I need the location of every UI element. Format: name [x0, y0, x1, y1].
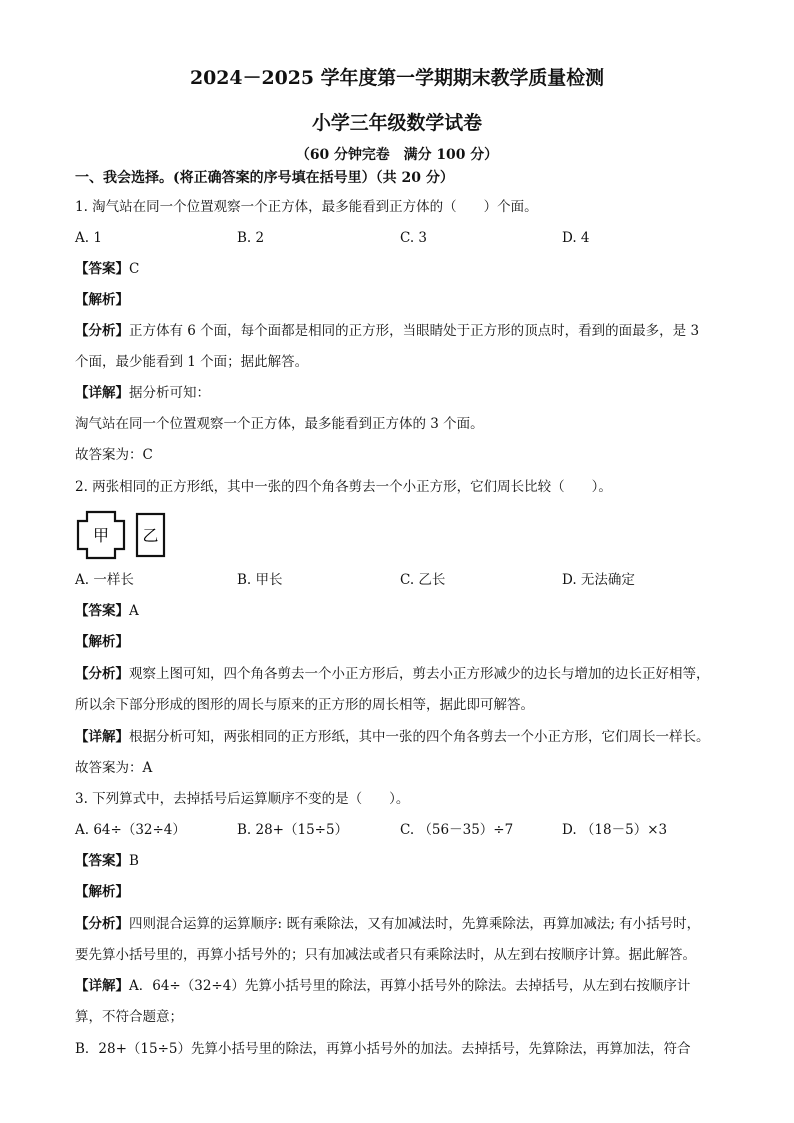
answer-tag: 【答案】	[75, 603, 129, 619]
q1-fenxi-1	[75, 321, 699, 341]
q3-answer	[75, 851, 139, 871]
question-1-stem: 1. 淘气站在同一个位置观察一个正方体，最多能看到正方体的（ ）个面。	[75, 199, 538, 215]
q3-fenxi-2: 要先算小括号里的，再算小括号外的；只有加减法或者只有乘除法时，从左到右按顺序计算。据此解答。	[75, 947, 696, 963]
answer-tag: 【答案】	[75, 261, 129, 277]
q3-detail-3: B．28+（15÷5）先算小括号里的除法，再算小括号外的加法。去掉括号，先算除法，再算加法，符合	[75, 1041, 691, 1057]
q2-detail-1	[75, 727, 710, 747]
q2-fenxi-1	[75, 664, 710, 684]
q3-option-a: A. 64÷（32÷4）	[75, 822, 186, 838]
q1-detail-2: 淘气站在同一个位置观察一个正方体，最多能看到正方体的 3 个面。	[75, 416, 484, 432]
q2-analysis-tag: 【解析】	[75, 634, 129, 650]
detail-tag: 【详解】	[75, 978, 129, 994]
fenxi-tag: 【分析】	[75, 323, 129, 339]
jia-label: 甲	[92, 526, 110, 545]
fenxi-tag: 【分析】	[75, 916, 129, 932]
q2-fenxi-2: 所以余下部分形成的图形的周长与原来的正方形的周长相等，据此即可解答。	[75, 697, 534, 713]
q1-fenxi-2: 个面，最少能看到 1 个面；据此解答。	[75, 354, 309, 370]
q2-option-a: A. 一样长	[75, 572, 134, 588]
fenxi-text: 观察上图可知，四个角各剪去一个小正方形后，剪去小正方形减少的边长与增加的边长正好相等，	[129, 666, 710, 682]
answer-value: A	[129, 603, 139, 619]
q1-option-b: B. 2	[237, 230, 265, 246]
exam-subtitle: 小学三年级数学试卷	[311, 112, 482, 134]
q3-analysis-tag: 【解析】	[75, 884, 129, 900]
detail-text: A．64÷（32÷4）先算小括号里的除法，再算小括号外的除法。去掉括号，从左到右按顺序计	[129, 978, 691, 994]
fenxi-text: 正方体有 6 个面，每个面都是相同的正方形，当眼睛处于正方形的顶点时，看到的面最多，是 3	[129, 323, 700, 339]
q3-detail-1	[75, 976, 690, 996]
detail-tag: 【详解】	[75, 385, 129, 401]
q1-option-a: A. 1	[75, 230, 102, 246]
q2-conclusion: 故答案为：A	[75, 760, 153, 776]
fenxi-tag: 【分析】	[75, 666, 129, 682]
detail-text: 据分析可知：	[129, 385, 210, 401]
section-heading: 一、我会选择。(将正确答案的序号填在括号里）（共 20 分）	[75, 170, 454, 186]
answer-tag: 【答案】	[75, 853, 129, 869]
detail-text: 根据分析可知，两张相同的正方形纸，其中一张的四个角各剪去一个小正方形，它们周长一样长。	[129, 729, 710, 745]
answer-value: C	[129, 261, 140, 277]
yi-label: 乙	[142, 526, 159, 545]
q2-option-c: C. 乙长	[400, 572, 446, 588]
q1-detail-1	[75, 383, 210, 403]
q1-answer	[75, 259, 139, 279]
q2-option-b: B. 甲长	[237, 572, 283, 588]
answer-value: B	[129, 853, 139, 869]
q1-option-d: D. 4	[562, 230, 590, 246]
question-3-stem: 3. 下列算式中，去掉括号后运算顺序不变的是（ ）。	[75, 791, 410, 807]
q3-detail-2: 算，不符合题意；	[75, 1009, 183, 1025]
q2-figure	[76, 510, 166, 560]
q2-answer	[75, 601, 139, 621]
q3-fenxi-1	[75, 914, 700, 934]
q1-option-c: C. 3	[400, 230, 428, 246]
q3-option-b: B. 28+（15÷5）	[237, 822, 349, 838]
detail-tag: 【详解】	[75, 729, 129, 745]
question-2-stem: 2. 两张相同的正方形纸，其中一张的四个角各剪去一个小正方形，它们周长比较（ ）。	[75, 479, 612, 495]
fenxi-text: 四则混合运算的运算顺序: 既有乘除法，又有加减法时，先算乘除法，再算加减法; 有小括号时，	[129, 916, 701, 932]
q3-option-c: C. （56－35）÷7	[400, 822, 514, 838]
q1-conclusion: 故答案为：C	[75, 447, 153, 463]
exam-title: 2024－2025 学年度第一学期期末教学质量检测	[190, 67, 604, 89]
q3-option-d: D. （18－5）×3	[562, 822, 668, 838]
q1-analysis-tag: 【解析】	[75, 292, 129, 308]
exam-note: （60 分钟完卷 满分 100 分）	[295, 147, 499, 163]
q2-option-d: D. 无法确定	[562, 572, 635, 588]
